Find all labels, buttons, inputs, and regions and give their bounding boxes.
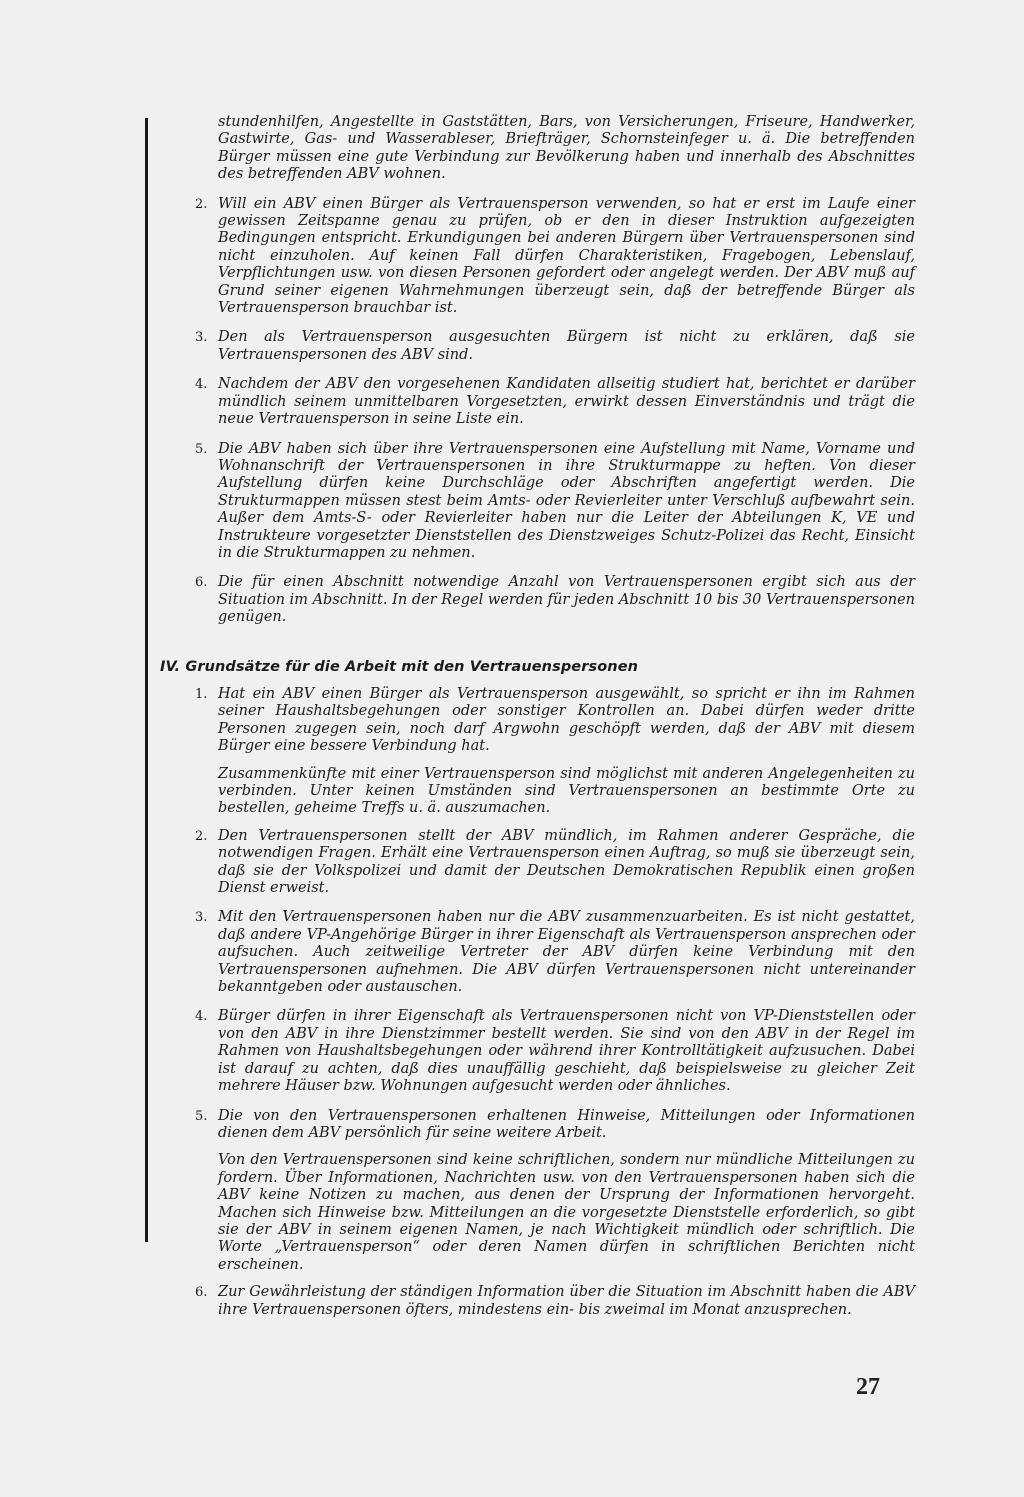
list-item-3-6 (160, 574, 915, 626)
item-text: Mit den Vertrauenspersonen haben nur die ABV zusammenzuarbeiten. Es ist nicht gestattet, daß andere VP-Angehörige Bürger in ihrer Eigenschaft als Vertrauensperson ansprechen oder aufsuchen. Auch zeitweilige Vertreter der ABV dürfen keine Verbindung mit den Vertrauenspersonen aufnehmen. Die ABV dürfen Vertrauenspersonen nicht untereinander bekanntgeben oder austauschen. (218, 909, 915, 996)
list-item-3-2 (160, 196, 915, 318)
item-text: Die von den Vertrauenspersonen erhaltenen Hinweise, Mitteilungen oder Informationen dienen dem ABV persönlich für seine weitere Arbeit. (218, 1107, 915, 1141)
list-item-4-4 (160, 1008, 915, 1095)
list-item-4-1 (160, 686, 915, 756)
item-text: Die für einen Abschnitt notwendige Anzahl von Vertrauenspersonen ergibt sich aus der Situation im Abschnitt. In der Regel werden für jeden Abschnitt 10 bis 30 Vertrauenspersonen genügen. (218, 574, 915, 626)
body-text (160, 114, 915, 1319)
list-item-3-5 (160, 441, 915, 563)
list-item-3-3 (160, 329, 915, 364)
margin-rule (145, 118, 148, 1242)
list-item-3-4 (160, 376, 915, 428)
item-number: 6. (195, 575, 208, 591)
item-number: 1. (195, 686, 208, 702)
item-number: 6. (195, 1285, 208, 1301)
intro-paragraph: stundenhilfen, Angestellte in Gaststätten, Bars, von Versicherungen, Friseure, Handwerker, Gastwirte, Gas- und Wasserableser, Briefträger, Schornsteinfeger u. ä. Die betreffenden Bürger müssen eine gute Verbindung zur Bevölkerung haben und innerhalb des Abschnittes des betreffenden ABV wohnen. (218, 114, 915, 183)
item-number: 5. (195, 1108, 208, 1124)
list-item-4-2 (160, 828, 915, 898)
page-number: 27 (856, 1374, 880, 1400)
item-subparagraph: Von den Vertrauenspersonen sind keine schriftlichen, sondern nur mündliche Mitteilungen zu fordern. Über Informationen, Nachrichten usw. von den Vertrauenspersonen haben sich die ABV keine Notizen zu machen, aus denen der Ursprung der Informationen hervorgeht. Machen sich Hinweise bzw. Mitteilungen an die vorgesetzte Dienststelle erforderlich, so gibt sie der ABV in seinem eigenen Namen, je nach Wichtigkeit mündlich oder schriftlich. Die Worte „Vertrauensperson“ oder deren Namen dürfen in schriftlichen Berichten nicht erscheinen. (218, 1152, 915, 1273)
item-number: 2. (195, 196, 208, 212)
item-text: Nachdem der ABV den vorgesehenen Kandidaten allseitig studiert hat, berichtet er darüber mündlich seinem unmittelbaren Vorgesetzten, erwirkt dessen Einverständnis und trägt die neue Vertrauensperson in seine Liste ein. (218, 376, 915, 428)
item-subparagraph: Zusammenkünfte mit einer Vertrauensperson sind möglichst mit anderen Angelegenheiten zu verbinden. Unter keinen Umständen sind Vertrauenspersonen an bestimmte Orte zu bestellen, geheime Treffs u. ä. auszumachen. (218, 765, 915, 817)
list-item-4-3 (160, 909, 915, 996)
list-item-4-6 (160, 1284, 915, 1319)
item-number: 2. (195, 828, 208, 844)
item-number: 3. (195, 910, 208, 926)
item-text: Bürger dürfen in ihrer Eigenschaft als Vertrauenspersonen nicht von VP-Dienststellen oder von den ABV in ihre Dienstzimmer bestellt werden. Sie sind von den ABV in der Regel im Rahmen von Haushaltsbegehungen oder während ihrer Kontrolltätigkeit aufzusuchen. Dabei ist darauf zu achten, daß dies unauffällig geschieht, daß beispielsweise zu gleicher Zeit mehrere Häuser bzw. Wohnungen aufgesucht werden oder ähnliches. (218, 1008, 915, 1095)
item-text: Will ein ABV einen Bürger als Vertrauensperson verwenden, so hat er erst im Laufe einer gewissen Zeitspanne genau zu prüfen, ob er den in dieser Instruktion aufgezeigten Bedingungen entspricht. Erkundigungen bei anderen Bürgern über Vertrauenspersonen sind nicht einzuholen. Auf keinen Fall dürfen Charakteristiken, Fragebogen, Lebenslauf, Verpflichtungen usw. von diesen Personen gefordert oder angelegt werden. Der ABV muß auf Grund seiner eigenen Wahrnehmungen überzeugt sein, daß der betreffende Bürger als Vertrauensperson brauchbar ist. (218, 195, 915, 317)
item-text: Den Vertrauenspersonen stellt der ABV mündlich, im Rahmen anderer Gespräche, die notwendigen Fragen. Erhält eine Vertrauensperson einen Auftrag, so muß sie überzeugt sein, daß sie der Volkspolizei und damit der Deutschen Demokratischen Republik einen großen Dienst erweist. (218, 827, 915, 897)
item-number: 4. (195, 377, 208, 393)
section-heading: IV. Grundsätze für die Arbeit mit den Vertrauenspersonen (160, 658, 639, 675)
item-text: Den als Vertrauensperson ausgesuchten Bürgern ist nicht zu erklären, daß sie Vertrauenspersonen des ABV sind. (218, 329, 915, 363)
item-number: 3. (195, 330, 208, 346)
item-text: Zur Gewährleistung der ständigen Information über die Situation im Abschnitt haben die ABV ihre Vertrauenspersonen öfters, mindestens ein- bis zweimal im Monat anzusprechen. (218, 1284, 915, 1318)
item-text: Hat ein ABV einen Bürger als Vertrauensperson ausgewählt, so spricht er ihn im Rahmen seiner Haushaltsbegehungen oder sonstiger Kontrollen an. Dabei dürfen weder dritte Personen zugegen sein, noch darf Argwohn geschöpft werden, daß der ABV mit diesem Bürger eine bessere Verbindung hat. (218, 685, 915, 755)
item-number: 4. (195, 1009, 208, 1025)
item-text: Die ABV haben sich über ihre Vertrauenspersonen eine Aufstellung mit Name, Vorname und Wohnanschrift der Vertrauenspersonen in ihre Strukturmappe zu heften. Von dieser Aufstellung dürfen keine Durchschläge oder Abschriften angefertigt werden. Die Strukturmappen müssen stest beim Amts- oder Revierleiter unter Verschluß aufbewahrt sein. Außer dem Amts-S- oder Revierleiter haben nur die Leiter der Abteilungen K, VE und Instrukteure vorgesetzter Dienststellen des Dienstzweiges Schutz-Polizei das Recht, Einsicht in die Strukturmappen zu nehmen. (218, 440, 915, 561)
list-item-4-5 (160, 1108, 915, 1143)
item-number: 5. (195, 441, 208, 457)
